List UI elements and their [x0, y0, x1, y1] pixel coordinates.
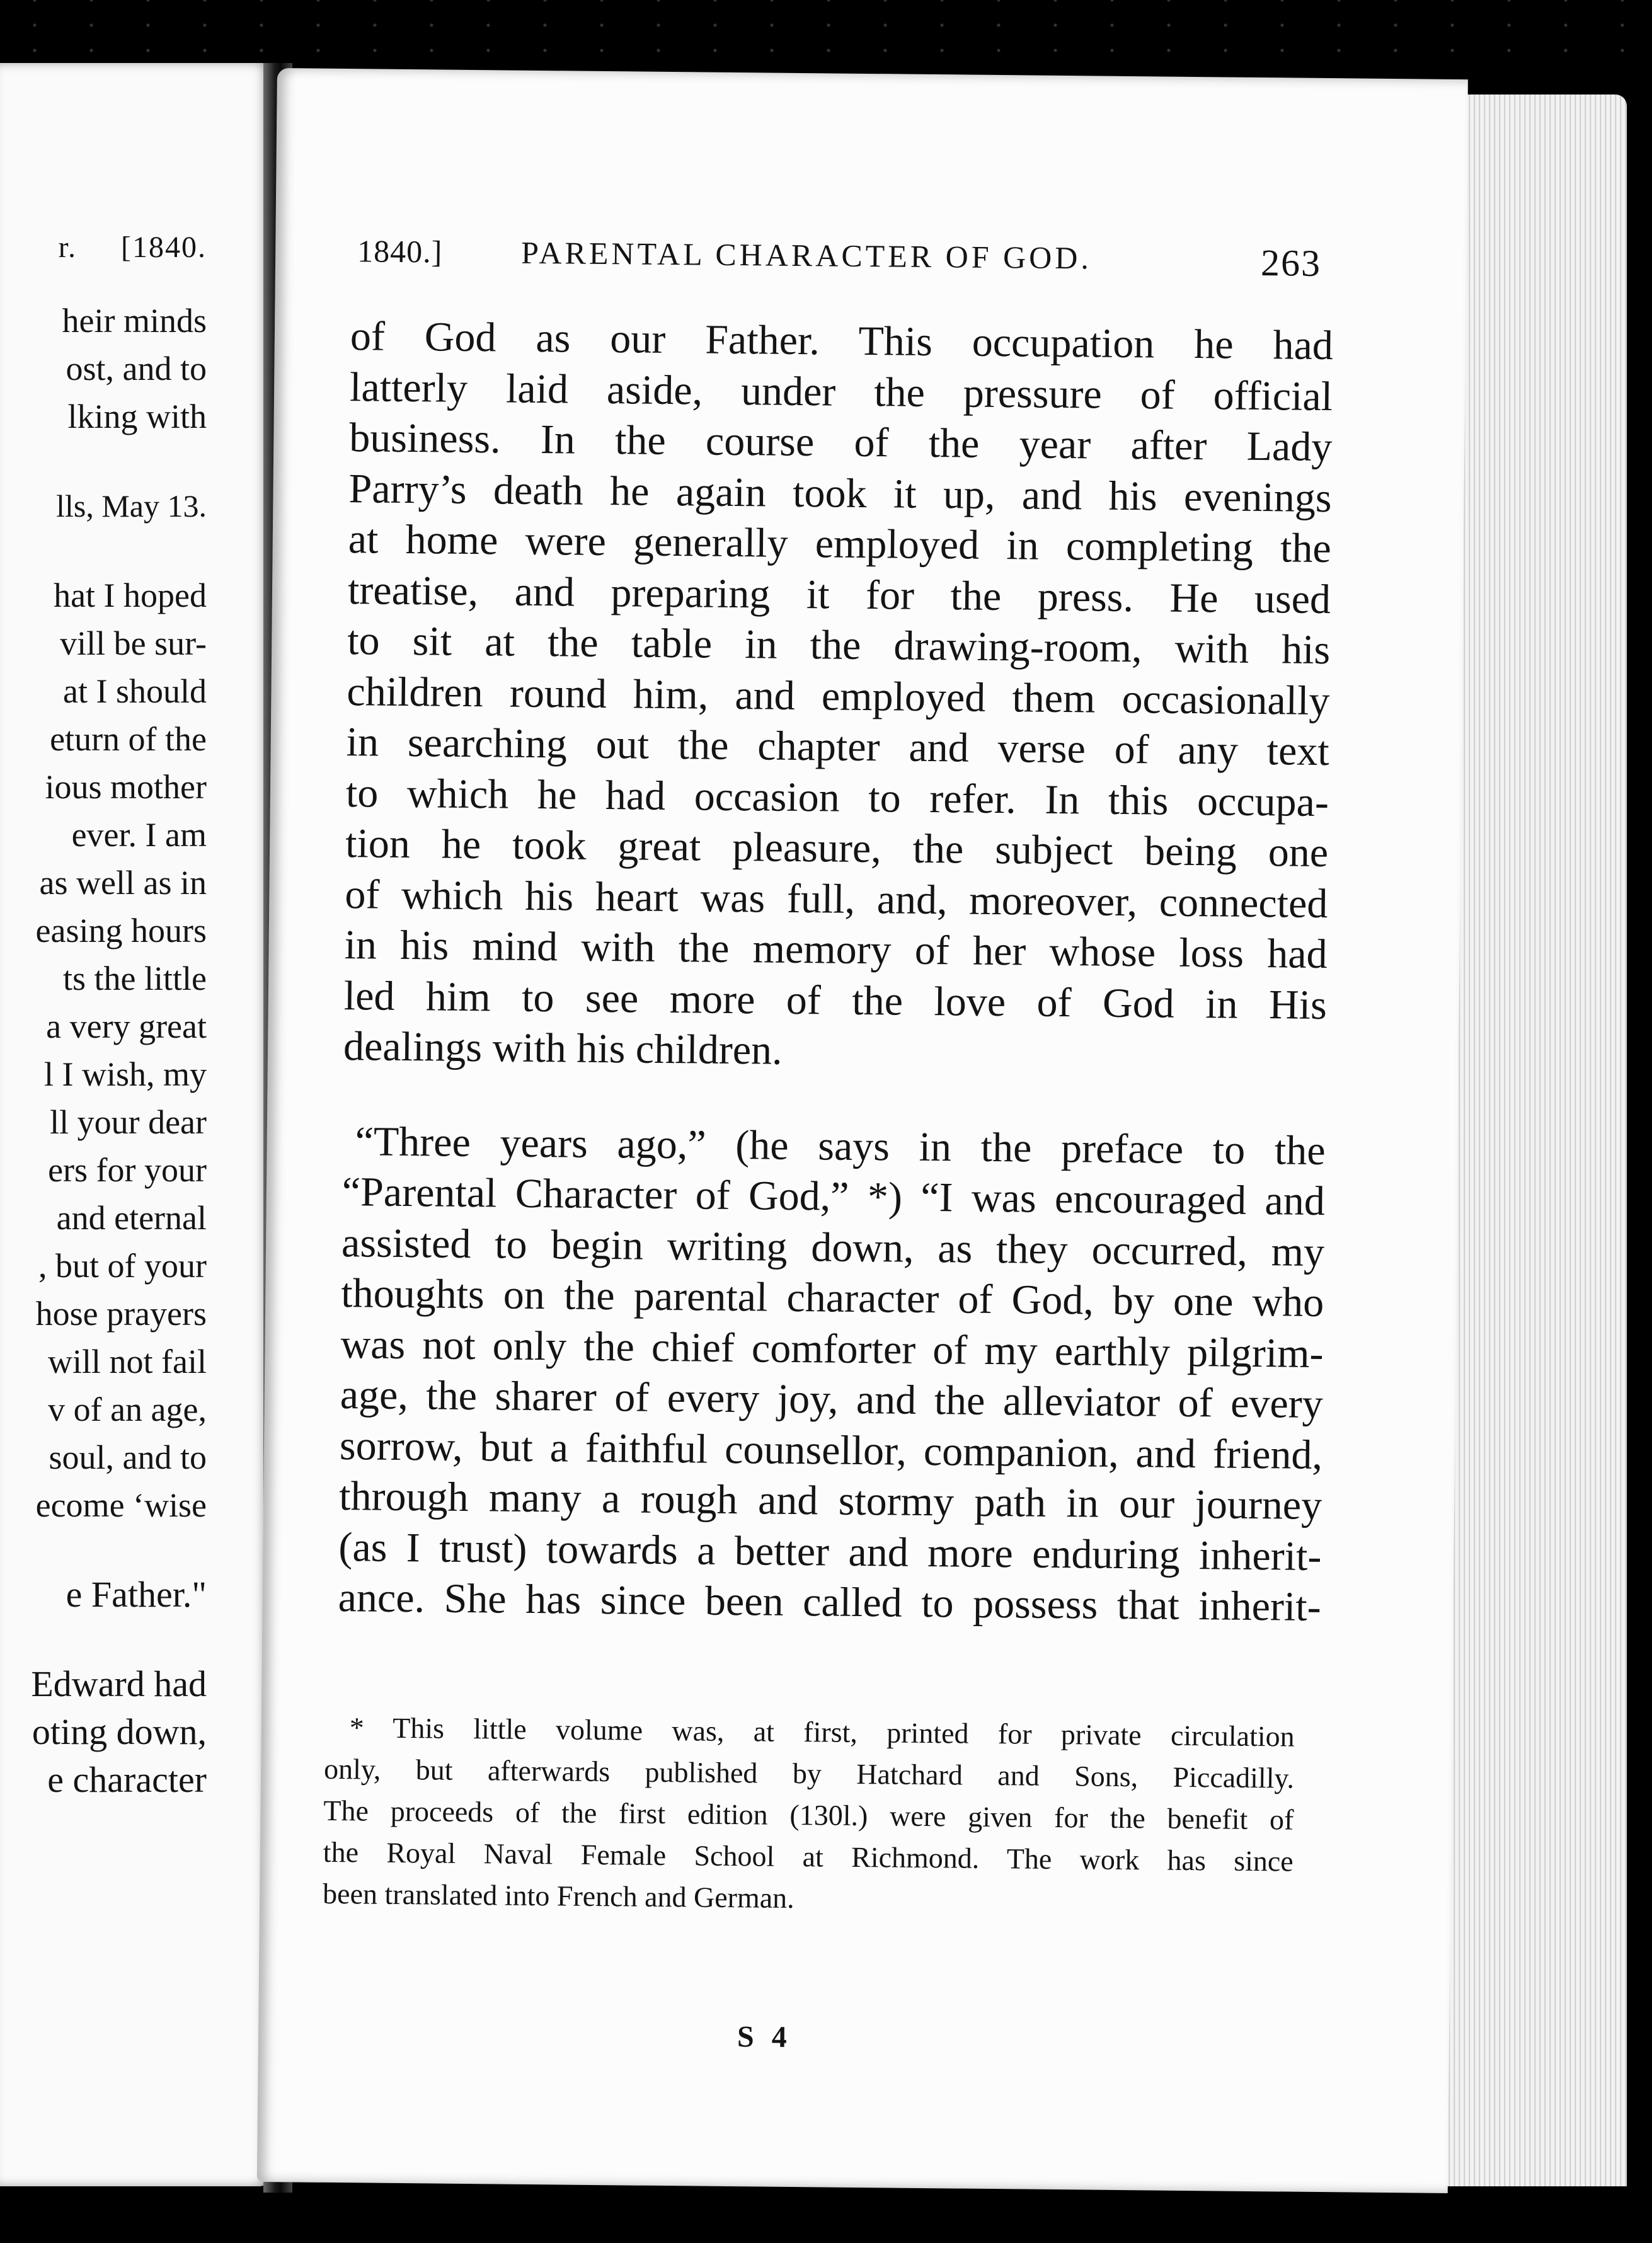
left-gap: [31, 1619, 207, 1660]
left-line: lls, May 13.: [56, 488, 207, 524]
signature-mark: S 4: [737, 2020, 792, 2054]
scan-edge-noise: [0, 0, 1652, 69]
left-line: soul, and to: [49, 1438, 207, 1476]
left-line: ll your dear: [50, 1103, 207, 1141]
text-line: age, the sharer of every joy, and the alleviator of every: [340, 1372, 1324, 1428]
left-line: hat I hoped: [54, 577, 207, 614]
text-line: tion he took great pleasure, the subject being one: [345, 820, 1329, 876]
left-line: e character: [47, 1759, 207, 1800]
footnote-line: * This little volume was, at first, printed for private circulation: [349, 1711, 1295, 1753]
text-line: through many a rough and stormy path in our journey: [338, 1473, 1322, 1529]
left-line: ost, and to: [66, 350, 207, 387]
text-line: thoughts on the parental character of God, by one who: [340, 1270, 1324, 1326]
left-line: ever. I am: [71, 816, 207, 854]
text-line: Parry’s death he again took it up, and his evenings: [348, 465, 1332, 521]
left-line: v of an age,: [48, 1391, 207, 1428]
footnote-line: the Royal Naval Female School at Richmond. The work has since: [323, 1835, 1293, 1878]
text-line: of which his heart was full, and, moreover, connected: [345, 871, 1328, 927]
text-line: at home were generally employed in completing the: [348, 516, 1332, 572]
left-line: will not fail: [48, 1343, 207, 1380]
left-line: , but of your: [38, 1247, 207, 1285]
left-line: l I wish, my: [43, 1055, 207, 1093]
text-line: led him to see more of the love of God in His: [343, 972, 1328, 1028]
footnote-line: only, but afterwards published by Hatchard and Sons, Piccadilly.: [323, 1752, 1295, 1794]
left-line: a very great: [46, 1007, 207, 1045]
left-line: easing hours: [35, 912, 207, 949]
left-line: oting down,: [32, 1711, 207, 1752]
text-line: was not only the chief comforter of my earthly pilgrim-: [340, 1321, 1324, 1377]
text-line: business. In the course of the year after Lady: [349, 415, 1333, 471]
text-line: ance. She has since been called to possess that inherit-: [338, 1575, 1321, 1631]
body-text: [338, 311, 1333, 1632]
running-head: [357, 232, 1322, 284]
footnote-line: The proceeds of the first edition (130l.) were given for the benefit of: [323, 1794, 1294, 1836]
left-line: Edward had: [31, 1663, 207, 1704]
text-line: to which he had occasion to refer. In this occupa-: [345, 769, 1329, 825]
text-line: “Three years ago,” (he says in the preface to the: [355, 1118, 1326, 1174]
left-gap: [31, 530, 207, 571]
left-running-head: [31, 224, 207, 272]
left-line: hose prayers: [35, 1295, 207, 1333]
text-line: in his mind with the memory of her whose loss had: [344, 922, 1328, 978]
text-line: assisted to begin writing down, as they occurred, my: [341, 1219, 1325, 1275]
left-line: vill be sur-: [60, 624, 207, 662]
footnote-line: been translated into French and German.: [322, 1877, 794, 1915]
left-line: ers for your: [48, 1151, 207, 1189]
text-line: in searching out the chapter and verse of any text: [346, 719, 1330, 775]
left-line: and eternal: [56, 1199, 207, 1237]
left-line: as well as in: [39, 864, 207, 902]
text-line: treatise, and preparing it for the press. He used: [347, 566, 1331, 622]
left-running-head-tail: r.: [58, 231, 77, 264]
left-line: ecome ‘wise: [35, 1486, 207, 1524]
text-line: sorrow, but a faithful counsellor, companion, and friend,: [339, 1422, 1323, 1478]
left-line: ts the little: [63, 960, 207, 997]
text-line: latterly laid aside, under the pressure of official: [349, 364, 1333, 420]
running-head-title: PARENTAL CHARACTER OF GOD.: [520, 234, 1093, 276]
left-line: eturn of the: [50, 720, 207, 758]
left-page-text: [31, 224, 207, 1804]
left-line: lking with: [67, 398, 207, 435]
left-running-head-year: [1840.: [121, 231, 207, 264]
running-head-year: 1840.]: [357, 233, 443, 270]
text-line: to sit at the table in the drawing-room, with his: [347, 617, 1331, 674]
left-line: e Father.": [66, 1574, 207, 1615]
text-line: children round him, and employed them occasionally: [347, 668, 1330, 724]
footnote: [323, 1707, 1295, 1924]
right-page: [257, 68, 1468, 2193]
left-page: [0, 63, 270, 2186]
text-line: of God as our Father. This occupation he had: [350, 313, 1334, 369]
left-gap: [31, 1529, 207, 1571]
left-gap: [31, 440, 207, 482]
left-line: at I should: [63, 672, 207, 710]
left-line: heir minds: [62, 302, 207, 340]
text-line: (as I trust) towards a better and more enduring inherit-: [338, 1523, 1322, 1580]
text-line: dealings with his children.: [343, 1023, 783, 1074]
text-line: “Parental Character of God,” *) “I was encouraged and: [341, 1169, 1326, 1225]
page-number: 263: [1260, 242, 1322, 284]
left-line: ious mother: [45, 768, 207, 806]
